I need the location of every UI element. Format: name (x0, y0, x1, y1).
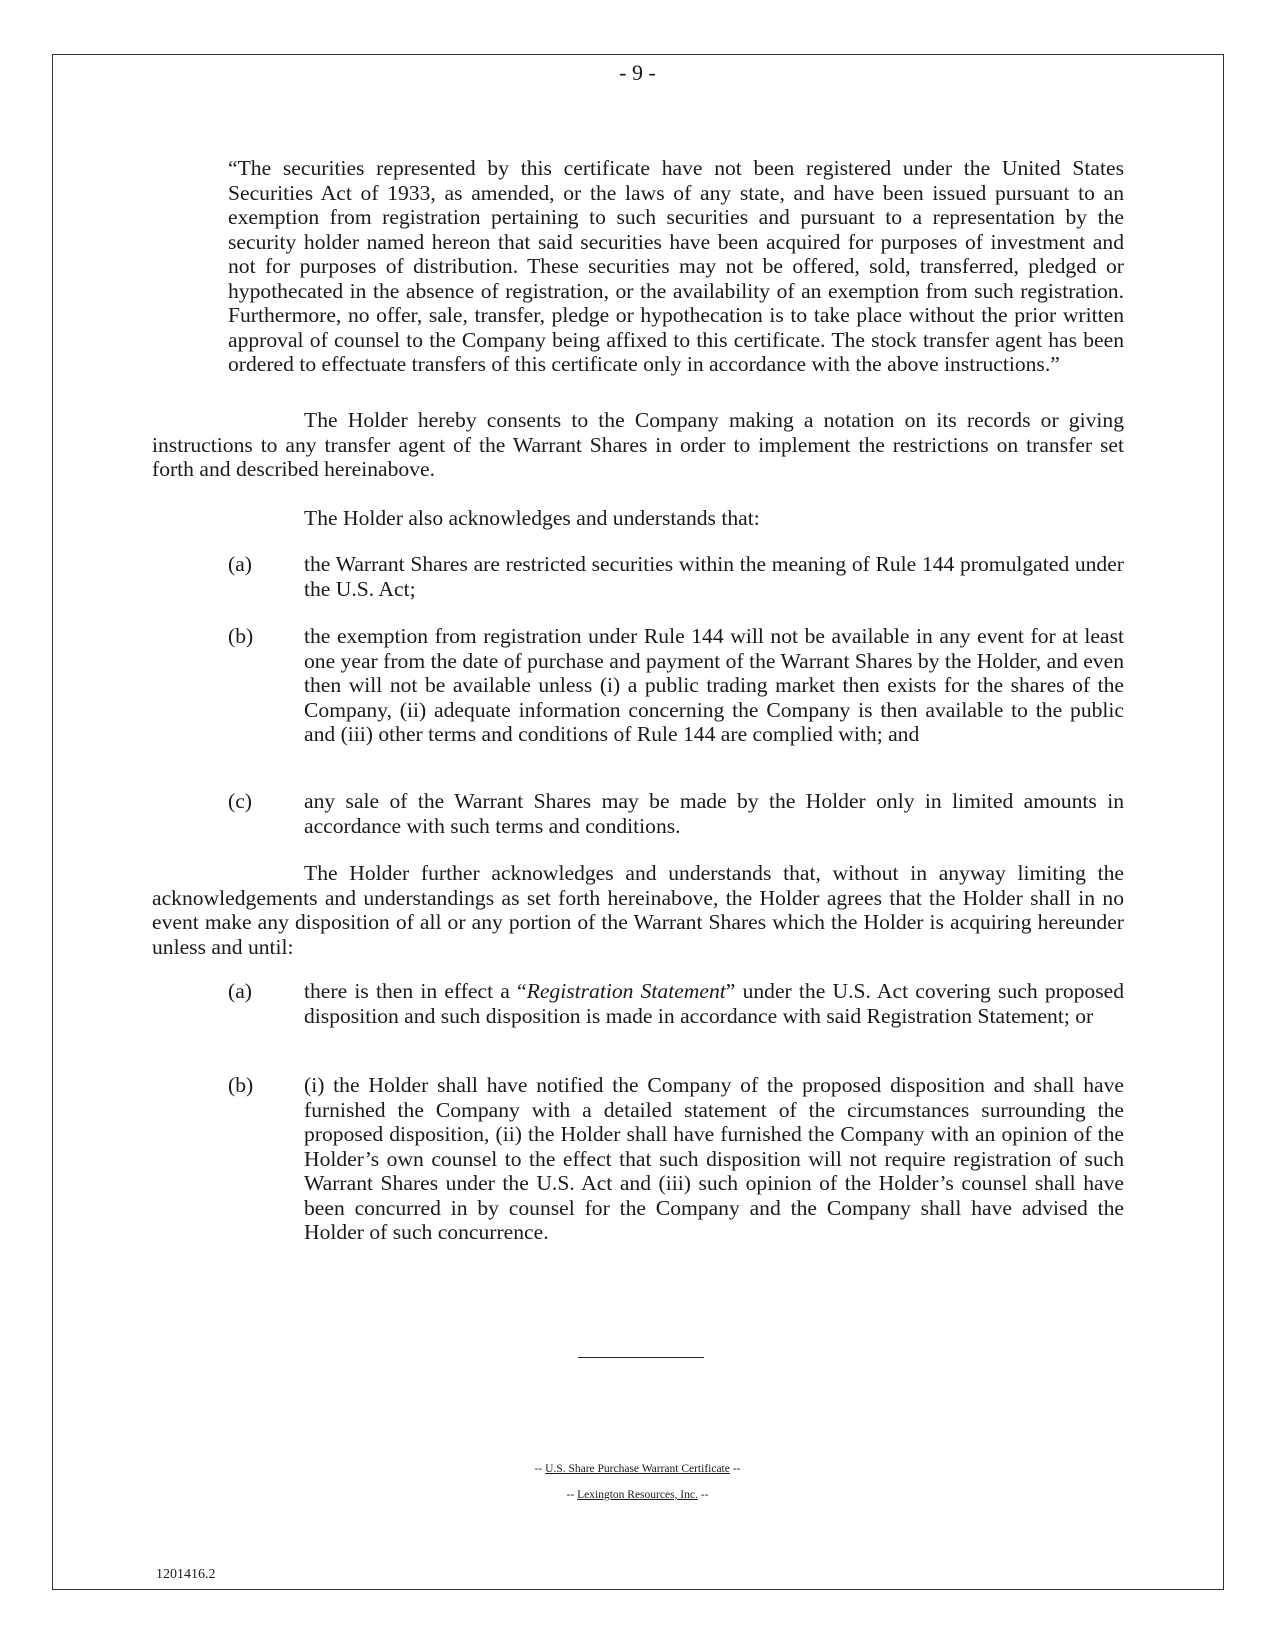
legend-paragraph: “The securities represented by this certificate have not been registered under the United States Securities Act of 1933, as amended, or the laws of any state, and have been issued pursuant to an exemption from registration pertaining to such securities and pursuant to a representation by the security holder named hereon that said securities have been acquired for purposes of investment and not for purposes of distribution. These securities may not be offered, sold, transferred, pledged or hypothecated in the absence of registration, or the availability of an exemption from such registration. Furthermore, no offer, sale, transfer, pledge or hypothecation is to take place without the prior written approval of counsel to the Company being affixed to this certificate. The stock transfer agent has been ordered to effectuate transfers of this certificate only in accordance with the above instructions.” (228, 156, 1124, 376)
disposition-item-a-text-after: ” under the U.S. Act covering such proposed disposition and such disposition is made in accordance with said Registration Statement; or (304, 979, 1124, 1028)
end-rule (578, 1357, 704, 1358)
ack-item-a (228, 552, 1124, 601)
ack-item-c-label: (c) (228, 789, 252, 813)
footer-dash: -- (534, 1463, 543, 1475)
disposition-item-b-text: (i) the Holder shall have notified the Company of the proposed disposition and shall have furnished the Company with a detailed statement of the circumstances surrounding the proposed disposition, (ii) the Holder shall have furnished the Company with an opinion of the Holder’s own counsel to the effect that such disposition will not require registration of such Warrant Shares under the U.S. Act and (iii) such opinion of the Holder’s counsel shall have been concurred in by counsel for the Company and the Company shall have advised the Holder of such concurrence. (304, 1073, 1124, 1244)
further-paragraph: The Holder further acknowledges and understands that, without in anyway limiting the acknowledgements and understandings as set forth hereinabove, the Holder agrees that the Holder shall in no event make any disposition of all or any portion of the Warrant Shares which the Holder is acquiring hereunder unless and until: (152, 861, 1124, 959)
disposition-item-b-label: (b) (228, 1073, 254, 1097)
ack-item-b-label: (b) (228, 624, 254, 648)
footer-line-1 (0, 1463, 1275, 1475)
disposition-item-a-text-before: there is then in effect a “ (304, 979, 527, 1003)
footer-company-name: Lexington Resources, Inc. (577, 1489, 698, 1501)
ack-item-a-label: (a) (228, 552, 252, 576)
footer-line-2 (0, 1489, 1275, 1501)
ack-item-b-text: the exemption from registration under Rule 144 will not be available in any event for at least one year from the date of purchase and payment of the Warrant Shares by the Holder, and even then will not be available unless (i) a public trading market then exists for the shares of the Company, (ii) adequate information concerning the Company is then available to the public and (iii) other terms and conditions of Rule 144 are complied with; and (304, 624, 1124, 746)
footer-dash: -- (732, 1463, 741, 1475)
ack-item-a-text: the Warrant Shares are restricted securities within the meaning of Rule 144 promulgated under the U.S. Act; (304, 552, 1124, 601)
disposition-item-a-text (304, 979, 1124, 1028)
disposition-item-a-label: (a) (228, 979, 252, 1003)
document-id: 1201416.2 (156, 1567, 216, 1582)
ack-item-c-text: any sale of the Warrant Shares may be made by the Holder only in limited amounts in accordance with such terms and conditions. (304, 789, 1124, 838)
page-number: - 9 - (619, 60, 656, 85)
disposition-item-a (228, 979, 1124, 1028)
ack-item-c (228, 789, 1124, 838)
ack-item-b (228, 624, 1124, 747)
footer-dash: -- (700, 1489, 709, 1501)
footer-certificate-title: U.S. Share Purchase Warrant Certificate (545, 1463, 730, 1475)
acknowledges-lead: The Holder also acknowledges and understands that: (304, 506, 760, 530)
consent-paragraph: The Holder hereby consents to the Company making a notation on its records or giving instructions to any transfer agent of the Warrant Shares in order to implement the restrictions on transfer set forth and described hereinabove. (152, 408, 1124, 481)
registration-statement-term: Registration Statement (526, 979, 726, 1003)
footer-dash: -- (566, 1489, 575, 1501)
disposition-item-b (228, 1073, 1124, 1245)
